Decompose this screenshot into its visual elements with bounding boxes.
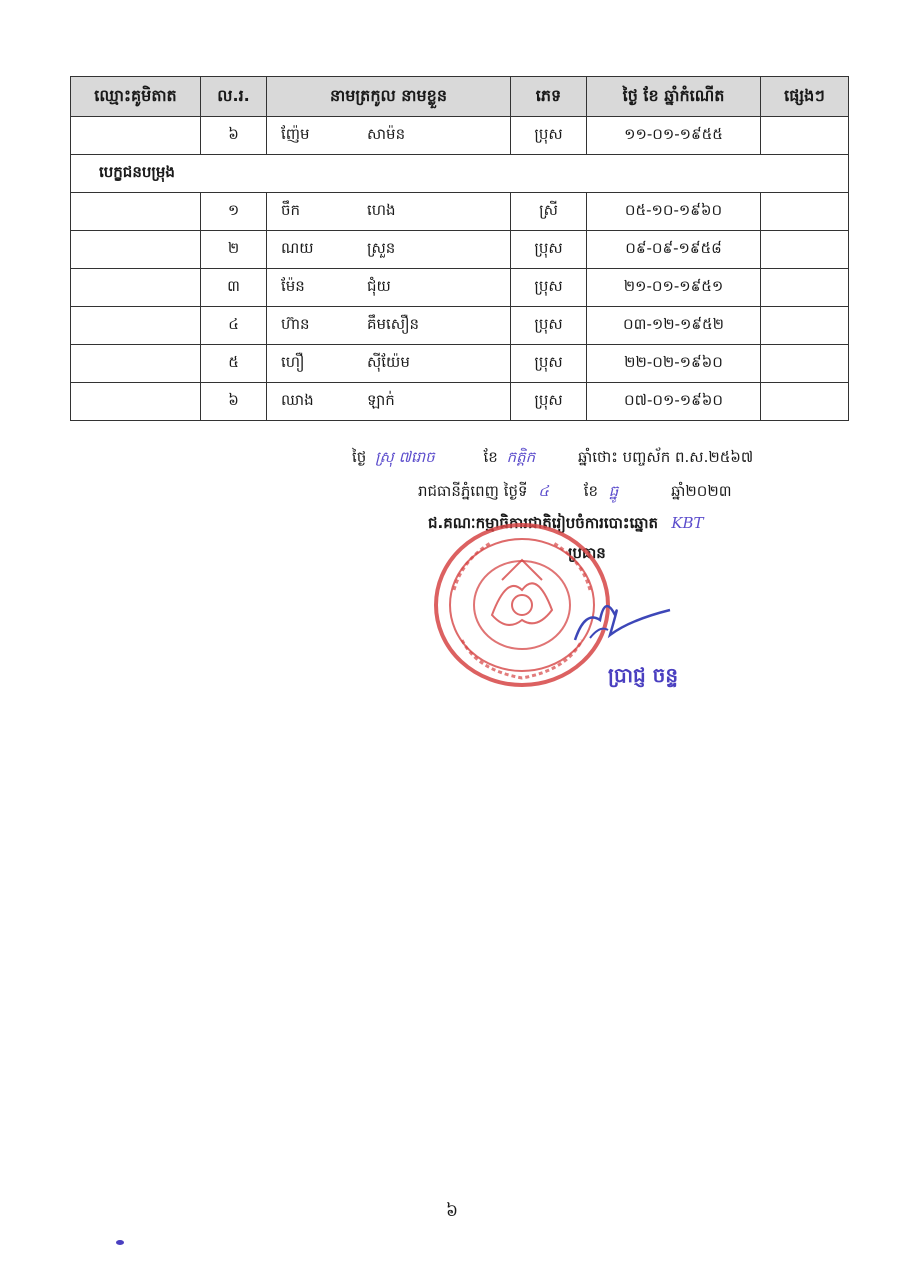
capital-day-handwritten: ៤	[538, 482, 549, 500]
header-party: ឈ្មោះគូមិតាត	[71, 77, 201, 117]
cell-party	[71, 193, 201, 231]
cell-number: ៦	[201, 117, 267, 155]
cell-name	[267, 307, 511, 345]
cell-number: ៥	[201, 345, 267, 383]
cell-name	[267, 345, 511, 383]
cell-dob: ១១-០១-១៩៥៥	[587, 117, 761, 155]
header-name: នាមត្រកូល នាមខ្លួន	[267, 77, 511, 117]
cell-number: ២	[201, 231, 267, 269]
section-row	[71, 155, 849, 193]
cell-name	[267, 193, 511, 231]
capital-year: ឆ្នាំ២០២៣	[671, 482, 732, 500]
header-number: ល.រ.	[201, 77, 267, 117]
cell-surname: ណយ	[281, 238, 314, 257]
cell-name	[267, 117, 511, 155]
table-header-row	[71, 77, 849, 117]
signer-title: ប្រធាន	[568, 544, 606, 562]
ink-speck	[116, 1240, 124, 1245]
lunar-month-label: ខែ	[483, 448, 498, 466]
lunar-month-handwritten: កត្តិក	[506, 448, 536, 466]
cell-other	[761, 345, 849, 383]
cell-sex: ប្រុស	[511, 307, 587, 345]
cell-sex: ស្រី	[511, 193, 587, 231]
cell-other	[761, 193, 849, 231]
cell-given-name: ឡាក់	[367, 390, 395, 409]
cell-name	[267, 269, 511, 307]
header-sex: ភេទ	[511, 77, 587, 117]
cell-given-name: ស៊ីយ៉ែម	[367, 352, 410, 371]
cell-party	[71, 117, 201, 155]
cell-dob: ០៥-១០-១៩៦០	[587, 193, 761, 231]
table-row	[71, 193, 849, 231]
committee-initials: KBT	[671, 514, 704, 532]
cell-surname: ម៉ែន	[281, 276, 305, 295]
capital-date-label: រាជធានីភ្នំពេញ ថ្ងៃទី	[418, 482, 528, 500]
cell-given-name: សាម៉ន	[367, 124, 406, 143]
cell-other	[761, 383, 849, 421]
cell-given-name: គឹមសឿន	[367, 314, 420, 333]
capital-month-handwritten: ធ្នូ	[608, 482, 619, 500]
cell-party	[71, 231, 201, 269]
capital-month-label: ខែ	[583, 482, 598, 500]
cell-number: ៤	[201, 307, 267, 345]
header-dob: ថ្ងៃ ខែ ឆ្នាំកំណើត	[587, 77, 761, 117]
table-row	[71, 117, 849, 155]
cell-given-name: ហេង	[367, 200, 396, 219]
cell-number: ១	[201, 193, 267, 231]
cell-dob: ០៩-០៩-១៩៥៨	[587, 231, 761, 269]
cell-surname: ហឿ	[281, 352, 305, 371]
cell-sex: ប្រុស	[511, 269, 587, 307]
cell-other	[761, 231, 849, 269]
table-row	[71, 307, 849, 345]
cell-number: ៣	[201, 269, 267, 307]
lunar-year: ឆ្នាំថោះ បញ្ចស័ក ព.ស.២៥៦៧	[577, 448, 754, 466]
cell-dob: ២២-០២-១៩៦០	[587, 345, 761, 383]
cell-number: ៦	[201, 383, 267, 421]
table-row	[71, 345, 849, 383]
cell-party	[71, 269, 201, 307]
cell-other	[761, 307, 849, 345]
lunar-day-label: ថ្ងៃ	[352, 448, 367, 466]
cell-sex: ប្រុស	[511, 345, 587, 383]
cell-surname: ញ៉ែម	[281, 124, 310, 143]
table-row	[71, 383, 849, 421]
cell-party	[71, 345, 201, 383]
lunar-date-line	[352, 448, 753, 470]
cell-surname: ចឹក	[281, 200, 301, 219]
cell-dob: ២១-០១-១៩៥១	[587, 269, 761, 307]
section-reserve-label: បេក្ខជនបម្រុង	[71, 155, 849, 193]
table-row	[71, 231, 849, 269]
table-row	[71, 269, 849, 307]
cell-surname: ឈាង	[281, 390, 314, 409]
cell-given-name: ជុំយ	[367, 276, 391, 295]
committee-name: ជ.គណៈកម្មាធិការជាតិរៀបចំការបោះឆ្នោត	[428, 514, 659, 532]
page-number: ៦	[445, 1201, 459, 1221]
cell-sex: ប្រុស	[511, 231, 587, 269]
cell-surname: ហ៊ាន	[281, 314, 310, 333]
candidate-table	[70, 76, 849, 421]
cell-dob: ០៧-០១-១៩៦០	[587, 383, 761, 421]
cell-name	[267, 231, 511, 269]
signature-scribble	[570, 590, 680, 650]
cell-party	[71, 383, 201, 421]
signer-name: ប្រាជ្ញ ចន្ទ	[608, 663, 679, 687]
cell-other	[761, 117, 849, 155]
lunar-day-handwritten: ស្រុ ៧រោច	[375, 448, 435, 466]
header-other: ផ្សេងៗ	[761, 77, 849, 117]
capital-date-line	[418, 482, 732, 504]
cell-sex: ប្រុស	[511, 117, 587, 155]
cell-other	[761, 269, 849, 307]
cell-party	[71, 307, 201, 345]
cell-sex: ប្រុស	[511, 383, 587, 421]
cell-dob: ០៣-១២-១៩៥២	[587, 307, 761, 345]
cell-given-name: ស្រួន	[367, 238, 396, 257]
cell-name	[267, 383, 511, 421]
